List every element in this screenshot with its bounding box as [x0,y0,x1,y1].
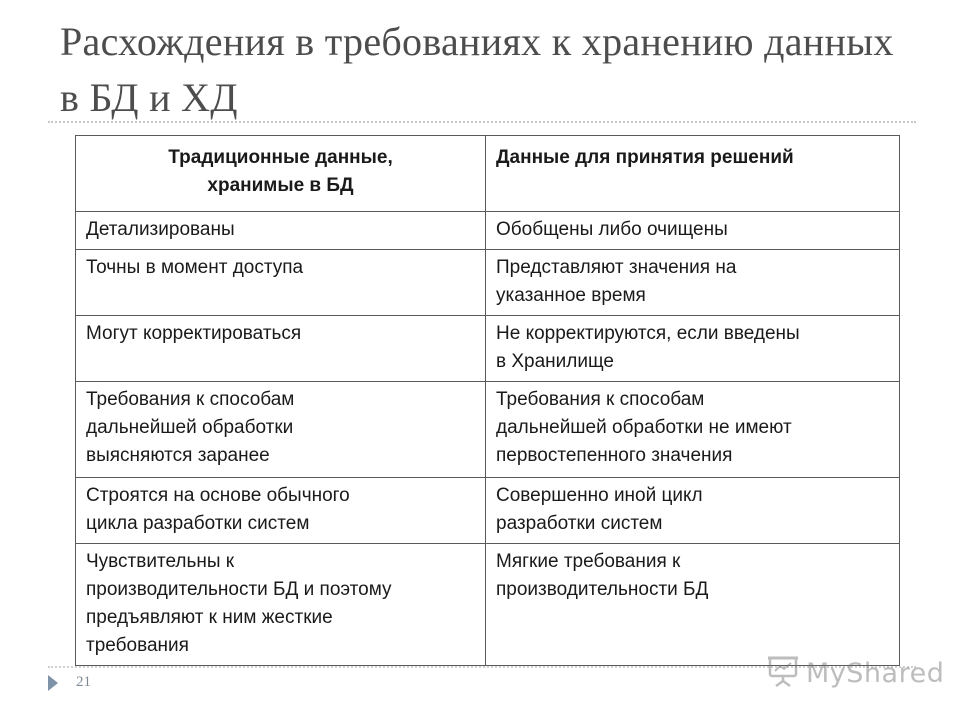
triangle-bullet-icon [48,675,58,691]
table-header-row [76,136,900,212]
slide-title: Расхождения в требованиях к хранению данных в БД и ХД [60,19,894,120]
table-cell-db: Точны в момент доступа [76,250,486,316]
table-row [76,382,900,478]
title-divider [48,121,916,123]
table-cell-dw: Требования к способам дальнейшей обработки не имеют первостепенного значения [486,382,900,478]
table-cell-dw: Совершенно иной цикл разработки систем [486,478,900,544]
table-cell-db: Могут корректироваться [76,316,486,382]
table-cell-db: Строятся на основе обычного цикла разработки систем [76,478,486,544]
table-row [76,212,900,250]
watermark [766,654,944,693]
table-row [76,250,900,316]
table-cell-dw: Не корректируются, если введены в Хранилище [486,316,900,382]
table-row [76,478,900,544]
table-cell-dw: Мягкие требования к производительности БД [486,544,900,666]
header-decision-data: Данные для принятия решений [486,136,900,212]
page-number: 21 [76,674,91,690]
table-row [76,544,900,666]
watermark-text: MyShared [806,658,945,689]
table-cell-dw: Обобщены либо очищены [486,212,900,250]
presentation-board-icon [766,654,800,693]
table-row [76,316,900,382]
table-cell-db: Детализированы [76,212,486,250]
comparison-table [75,135,900,666]
table-cell-dw: Представляют значения на указанное время [486,250,900,316]
table-cell-db: Требования к способам дальнейшей обработки выясняются заранее [76,382,486,478]
header-traditional-data: Традиционные данные, хранимые в БД [76,136,486,212]
table-cell-db: Чувствительны к производительности БД и поэтому предъявляют к ним жесткие требования [76,544,486,666]
